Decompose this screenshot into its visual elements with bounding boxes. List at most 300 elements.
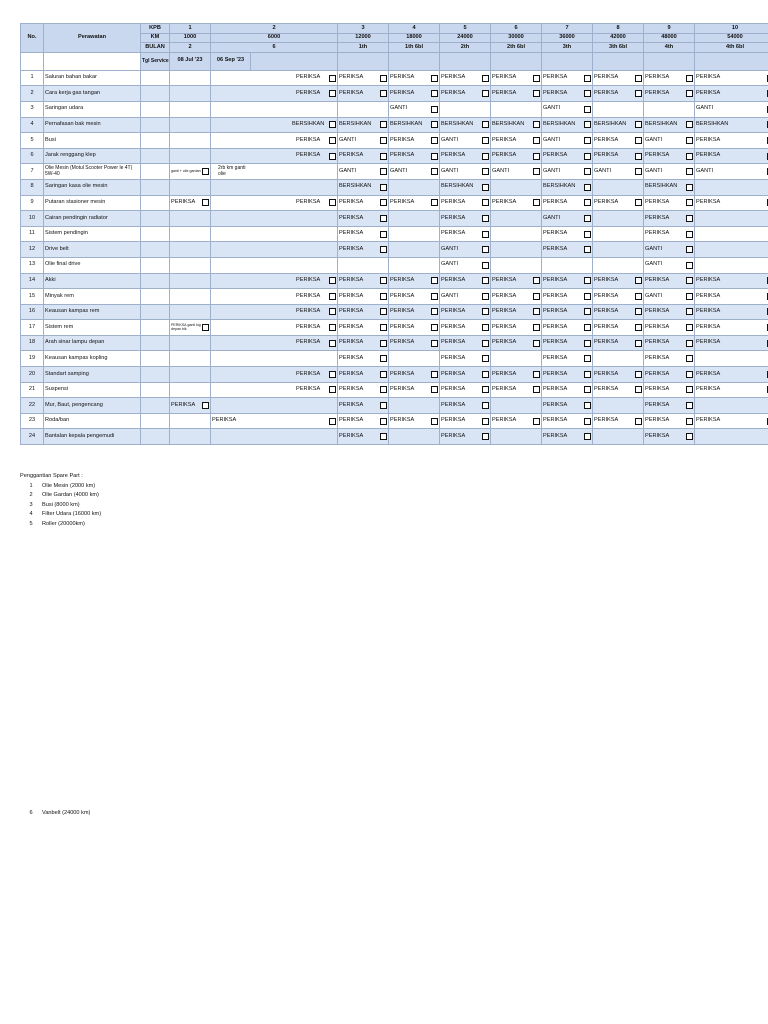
- checkbox[interactable]: [584, 308, 591, 315]
- cell-kpb-5[interactable]: [440, 257, 491, 273]
- cell-kpb-5[interactable]: [440, 367, 491, 383]
- checkbox[interactable]: [533, 199, 540, 206]
- cell-kpb-7[interactable]: [542, 398, 593, 414]
- cell-kpb-7[interactable]: [542, 320, 593, 336]
- cell-kpb-2[interactable]: [211, 70, 338, 86]
- cell-kpb-7[interactable]: [542, 195, 593, 211]
- checkbox[interactable]: [533, 418, 540, 425]
- cell-kpb-5[interactable]: [440, 382, 491, 398]
- cell-kpb-7[interactable]: [542, 367, 593, 383]
- checkbox[interactable]: [329, 324, 336, 331]
- cell-kpb-10[interactable]: [695, 367, 768, 383]
- checkbox[interactable]: [431, 75, 438, 82]
- checkbox[interactable]: [380, 168, 387, 175]
- checkbox[interactable]: [380, 75, 387, 82]
- checkbox[interactable]: [686, 293, 693, 300]
- cell-kpb-10[interactable]: [695, 429, 768, 445]
- cell-kpb-5[interactable]: [440, 133, 491, 149]
- checkbox[interactable]: [482, 324, 489, 331]
- cell-kpb-2[interactable]: [211, 133, 338, 149]
- checkbox[interactable]: [533, 371, 540, 378]
- cell-kpb-4[interactable]: [389, 382, 440, 398]
- cell-kpb-8[interactable]: [593, 304, 644, 320]
- cell-kpb-5[interactable]: [440, 179, 491, 195]
- cell-kpb-5[interactable]: [440, 335, 491, 351]
- cell-kpb-8[interactable]: [593, 351, 644, 367]
- checkbox[interactable]: [380, 433, 387, 440]
- cell-kpb-6[interactable]: [491, 242, 542, 258]
- checkbox[interactable]: [482, 308, 489, 315]
- checkbox[interactable]: [533, 137, 540, 144]
- checkbox[interactable]: [635, 75, 642, 82]
- cell-kpb-7[interactable]: [542, 117, 593, 133]
- cell-kpb-5[interactable]: [440, 398, 491, 414]
- cell-kpb-2[interactable]: [211, 179, 338, 195]
- checkbox[interactable]: [686, 340, 693, 347]
- cell-kpb-1[interactable]: [170, 195, 211, 211]
- cell-kpb-6[interactable]: [491, 117, 542, 133]
- cell-kpb-5[interactable]: [440, 304, 491, 320]
- checkbox[interactable]: [380, 121, 387, 128]
- cell-kpb-3[interactable]: [338, 101, 389, 117]
- cell-kpb-4[interactable]: [389, 195, 440, 211]
- cell-kpb-8[interactable]: [593, 195, 644, 211]
- checkbox[interactable]: [686, 215, 693, 222]
- cell-kpb-5[interactable]: [440, 320, 491, 336]
- cell-kpb-6[interactable]: [491, 398, 542, 414]
- checkbox[interactable]: [584, 277, 591, 284]
- checkbox[interactable]: [584, 121, 591, 128]
- checkbox[interactable]: [584, 402, 591, 409]
- checkbox[interactable]: [533, 386, 540, 393]
- cell-kpb-9[interactable]: [644, 398, 695, 414]
- cell-kpb-7[interactable]: [542, 413, 593, 429]
- cell-kpb-7[interactable]: [542, 164, 593, 180]
- cell-kpb-1[interactable]: [170, 117, 211, 133]
- cell-kpb-1[interactable]: [170, 335, 211, 351]
- cell-kpb-8[interactable]: [593, 273, 644, 289]
- tgl-service-7[interactable]: [542, 52, 593, 70]
- checkbox[interactable]: [635, 168, 642, 175]
- checkbox[interactable]: [482, 386, 489, 393]
- cell-kpb-3[interactable]: [338, 335, 389, 351]
- checkbox[interactable]: [482, 231, 489, 238]
- checkbox[interactable]: [431, 418, 438, 425]
- checkbox[interactable]: [482, 246, 489, 253]
- checkbox[interactable]: [533, 293, 540, 300]
- checkbox[interactable]: [533, 340, 540, 347]
- cell-kpb-8[interactable]: [593, 211, 644, 227]
- checkbox[interactable]: [380, 184, 387, 191]
- cell-kpb-4[interactable]: [389, 304, 440, 320]
- cell-kpb-1[interactable]: [170, 211, 211, 227]
- cell-kpb-6[interactable]: [491, 226, 542, 242]
- cell-kpb-6[interactable]: [491, 257, 542, 273]
- checkbox[interactable]: [584, 433, 591, 440]
- checkbox[interactable]: [482, 433, 489, 440]
- cell-kpb-7[interactable]: [542, 179, 593, 195]
- checkbox[interactable]: [635, 137, 642, 144]
- cell-kpb-3[interactable]: [338, 117, 389, 133]
- cell-kpb-10[interactable]: [695, 101, 768, 117]
- cell-kpb-9[interactable]: [644, 148, 695, 164]
- cell-kpb-3[interactable]: [338, 273, 389, 289]
- cell-kpb-6[interactable]: [491, 367, 542, 383]
- cell-kpb-3[interactable]: [338, 304, 389, 320]
- checkbox[interactable]: [329, 371, 336, 378]
- checkbox[interactable]: [635, 340, 642, 347]
- checkbox[interactable]: [584, 371, 591, 378]
- checkbox[interactable]: [584, 199, 591, 206]
- checkbox[interactable]: [686, 153, 693, 160]
- checkbox[interactable]: [533, 121, 540, 128]
- cell-kpb-8[interactable]: [593, 101, 644, 117]
- checkbox[interactable]: [431, 121, 438, 128]
- cell-kpb-2[interactable]: [211, 257, 338, 273]
- cell-kpb-8[interactable]: [593, 86, 644, 102]
- cell-kpb-4[interactable]: [389, 289, 440, 305]
- checkbox[interactable]: [380, 402, 387, 409]
- checkbox[interactable]: [329, 386, 336, 393]
- cell-kpb-8[interactable]: [593, 242, 644, 258]
- checkbox[interactable]: [431, 371, 438, 378]
- cell-kpb-10[interactable]: [695, 226, 768, 242]
- cell-kpb-6[interactable]: [491, 70, 542, 86]
- cell-kpb-9[interactable]: [644, 70, 695, 86]
- cell-kpb-3[interactable]: [338, 398, 389, 414]
- cell-kpb-10[interactable]: [695, 413, 768, 429]
- checkbox[interactable]: [380, 386, 387, 393]
- cell-kpb-2[interactable]: [211, 117, 338, 133]
- cell-kpb-4[interactable]: [389, 242, 440, 258]
- cell-kpb-2[interactable]: [211, 382, 338, 398]
- checkbox[interactable]: [635, 90, 642, 97]
- checkbox[interactable]: [431, 293, 438, 300]
- cell-kpb-9[interactable]: [644, 117, 695, 133]
- cell-kpb-1[interactable]: [170, 289, 211, 305]
- cell-kpb-5[interactable]: [440, 195, 491, 211]
- cell-kpb-5[interactable]: [440, 242, 491, 258]
- checkbox[interactable]: [686, 168, 693, 175]
- cell-kpb-10[interactable]: [695, 351, 768, 367]
- checkbox[interactable]: [584, 215, 591, 222]
- checkbox[interactable]: [431, 277, 438, 284]
- checkbox[interactable]: [431, 308, 438, 315]
- checkbox[interactable]: [584, 246, 591, 253]
- cell-kpb-1[interactable]: [170, 382, 211, 398]
- cell-kpb-5[interactable]: [440, 429, 491, 445]
- tgl-service-1[interactable]: 08 Jul '23: [170, 52, 211, 70]
- cell-kpb-6[interactable]: [491, 86, 542, 102]
- cell-kpb-4[interactable]: [389, 367, 440, 383]
- cell-kpb-6[interactable]: [491, 320, 542, 336]
- cell-kpb-5[interactable]: [440, 273, 491, 289]
- cell-kpb-4[interactable]: [389, 226, 440, 242]
- cell-kpb-10[interactable]: [695, 70, 768, 86]
- checkbox[interactable]: [380, 308, 387, 315]
- checkbox[interactable]: [686, 371, 693, 378]
- checkbox[interactable]: [584, 340, 591, 347]
- cell-kpb-2[interactable]: [211, 86, 338, 102]
- checkbox[interactable]: [431, 168, 438, 175]
- checkbox[interactable]: [380, 371, 387, 378]
- cell-kpb-8[interactable]: [593, 226, 644, 242]
- cell-kpb-8[interactable]: [593, 70, 644, 86]
- cell-kpb-2[interactable]: [211, 242, 338, 258]
- cell-kpb-2[interactable]: [211, 226, 338, 242]
- cell-kpb-7[interactable]: [542, 335, 593, 351]
- checkbox[interactable]: [533, 168, 540, 175]
- cell-kpb-3[interactable]: [338, 133, 389, 149]
- cell-kpb-10[interactable]: [695, 335, 768, 351]
- cell-kpb-1[interactable]: [170, 179, 211, 195]
- checkbox[interactable]: [380, 293, 387, 300]
- cell-kpb-8[interactable]: [593, 413, 644, 429]
- cell-kpb-6[interactable]: [491, 429, 542, 445]
- checkbox[interactable]: [482, 293, 489, 300]
- cell-kpb-8[interactable]: [593, 398, 644, 414]
- checkbox[interactable]: [329, 340, 336, 347]
- checkbox[interactable]: [533, 90, 540, 97]
- checkbox[interactable]: [584, 386, 591, 393]
- cell-kpb-7[interactable]: [542, 382, 593, 398]
- checkbox[interactable]: [380, 199, 387, 206]
- cell-kpb-9[interactable]: [644, 133, 695, 149]
- checkbox[interactable]: [584, 106, 591, 113]
- cell-kpb-10[interactable]: [695, 211, 768, 227]
- cell-kpb-4[interactable]: [389, 398, 440, 414]
- cell-kpb-8[interactable]: [593, 133, 644, 149]
- cell-kpb-6[interactable]: [491, 133, 542, 149]
- cell-kpb-4[interactable]: [389, 273, 440, 289]
- cell-kpb-1[interactable]: [170, 367, 211, 383]
- cell-kpb-3[interactable]: [338, 367, 389, 383]
- tgl-service-8[interactable]: [593, 52, 644, 70]
- cell-kpb-4[interactable]: [389, 335, 440, 351]
- checkbox[interactable]: [686, 246, 693, 253]
- checkbox[interactable]: [686, 418, 693, 425]
- cell-kpb-5[interactable]: [440, 101, 491, 117]
- cell-kpb-8[interactable]: [593, 148, 644, 164]
- checkbox[interactable]: [329, 277, 336, 284]
- checkbox[interactable]: [329, 199, 336, 206]
- cell-kpb-1[interactable]: [170, 101, 211, 117]
- cell-kpb-1[interactable]: [170, 304, 211, 320]
- cell-kpb-1[interactable]: [170, 351, 211, 367]
- cell-kpb-10[interactable]: [695, 148, 768, 164]
- checkbox[interactable]: [380, 153, 387, 160]
- checkbox[interactable]: [482, 75, 489, 82]
- cell-kpb-10[interactable]: [695, 164, 768, 180]
- cell-kpb-2[interactable]: [211, 429, 338, 445]
- checkbox[interactable]: [686, 386, 693, 393]
- cell-kpb-6[interactable]: [491, 148, 542, 164]
- cell-kpb-4[interactable]: [389, 117, 440, 133]
- checkbox[interactable]: [482, 199, 489, 206]
- cell-kpb-5[interactable]: [440, 289, 491, 305]
- cell-kpb-5[interactable]: [440, 351, 491, 367]
- cell-kpb-7[interactable]: [542, 273, 593, 289]
- cell-kpb-4[interactable]: [389, 320, 440, 336]
- checkbox[interactable]: [584, 137, 591, 144]
- cell-kpb-4[interactable]: [389, 429, 440, 445]
- cell-kpb-8[interactable]: [593, 289, 644, 305]
- tgl-service-6[interactable]: [491, 52, 542, 70]
- checkbox[interactable]: [686, 324, 693, 331]
- checkbox[interactable]: [202, 199, 209, 206]
- checkbox[interactable]: [202, 402, 209, 409]
- checkbox[interactable]: [431, 324, 438, 331]
- cell-kpb-9[interactable]: [644, 351, 695, 367]
- cell-kpb-3[interactable]: [338, 320, 389, 336]
- cell-kpb-2[interactable]: [211, 289, 338, 305]
- cell-kpb-9[interactable]: [644, 304, 695, 320]
- cell-kpb-8[interactable]: [593, 320, 644, 336]
- checkbox[interactable]: [329, 121, 336, 128]
- checkbox[interactable]: [686, 137, 693, 144]
- checkbox[interactable]: [329, 293, 336, 300]
- cell-kpb-5[interactable]: [440, 86, 491, 102]
- cell-kpb-7[interactable]: [542, 211, 593, 227]
- cell-kpb-4[interactable]: [389, 133, 440, 149]
- cell-kpb-2[interactable]: [211, 335, 338, 351]
- checkbox[interactable]: [482, 168, 489, 175]
- cell-kpb-9[interactable]: [644, 320, 695, 336]
- cell-kpb-4[interactable]: [389, 351, 440, 367]
- checkbox[interactable]: [380, 246, 387, 253]
- cell-kpb-9[interactable]: [644, 101, 695, 117]
- cell-kpb-1[interactable]: [170, 429, 211, 445]
- cell-kpb-9[interactable]: [644, 367, 695, 383]
- checkbox[interactable]: [635, 293, 642, 300]
- cell-kpb-8[interactable]: [593, 117, 644, 133]
- cell-kpb-5[interactable]: [440, 164, 491, 180]
- cell-kpb-10[interactable]: [695, 117, 768, 133]
- cell-kpb-1[interactable]: [170, 273, 211, 289]
- cell-kpb-3[interactable]: [338, 148, 389, 164]
- cell-kpb-9[interactable]: [644, 382, 695, 398]
- cell-kpb-6[interactable]: [491, 273, 542, 289]
- cell-kpb-4[interactable]: [389, 148, 440, 164]
- cell-kpb-4[interactable]: [389, 179, 440, 195]
- checkbox[interactable]: [482, 137, 489, 144]
- checkbox[interactable]: [635, 153, 642, 160]
- checkbox[interactable]: [584, 75, 591, 82]
- cell-kpb-7[interactable]: [542, 226, 593, 242]
- cell-kpb-2[interactable]: [211, 195, 338, 211]
- checkbox[interactable]: [635, 386, 642, 393]
- checkbox[interactable]: [482, 277, 489, 284]
- cell-kpb-4[interactable]: [389, 211, 440, 227]
- cell-kpb-10[interactable]: [695, 86, 768, 102]
- cell-kpb-9[interactable]: [644, 257, 695, 273]
- cell-kpb-6[interactable]: [491, 382, 542, 398]
- cell-kpb-10[interactable]: [695, 320, 768, 336]
- cell-kpb-9[interactable]: [644, 86, 695, 102]
- checkbox[interactable]: [380, 277, 387, 284]
- cell-kpb-3[interactable]: [338, 179, 389, 195]
- checkbox[interactable]: [584, 293, 591, 300]
- cell-kpb-9[interactable]: [644, 289, 695, 305]
- cell-kpb-9[interactable]: [644, 273, 695, 289]
- checkbox[interactable]: [635, 277, 642, 284]
- checkbox[interactable]: [635, 121, 642, 128]
- tgl-service-3[interactable]: [338, 52, 389, 70]
- checkbox[interactable]: [686, 355, 693, 362]
- cell-kpb-1[interactable]: [170, 226, 211, 242]
- checkbox[interactable]: [533, 324, 540, 331]
- checkbox[interactable]: [686, 262, 693, 269]
- cell-kpb-8[interactable]: [593, 179, 644, 195]
- tgl-service-10[interactable]: [695, 52, 768, 70]
- cell-kpb-6[interactable]: [491, 101, 542, 117]
- cell-kpb-7[interactable]: [542, 257, 593, 273]
- cell-kpb-8[interactable]: [593, 429, 644, 445]
- cell-kpb-4[interactable]: [389, 86, 440, 102]
- cell-kpb-1[interactable]: [170, 164, 211, 180]
- checkbox[interactable]: [686, 402, 693, 409]
- checkbox[interactable]: [202, 324, 209, 331]
- cell-kpb-9[interactable]: [644, 195, 695, 211]
- cell-kpb-9[interactable]: [644, 242, 695, 258]
- cell-kpb-10[interactable]: [695, 195, 768, 211]
- checkbox[interactable]: [686, 277, 693, 284]
- checkbox[interactable]: [482, 153, 489, 160]
- cell-kpb-3[interactable]: [338, 86, 389, 102]
- cell-kpb-9[interactable]: [644, 413, 695, 429]
- checkbox[interactable]: [584, 153, 591, 160]
- checkbox[interactable]: [482, 215, 489, 222]
- cell-kpb-7[interactable]: [542, 148, 593, 164]
- cell-kpb-1[interactable]: [170, 257, 211, 273]
- checkbox[interactable]: [329, 153, 336, 160]
- cell-kpb-10[interactable]: [695, 273, 768, 289]
- checkbox[interactable]: [533, 75, 540, 82]
- cell-kpb-2[interactable]: [211, 304, 338, 320]
- cell-kpb-9[interactable]: [644, 335, 695, 351]
- cell-kpb-8[interactable]: [593, 382, 644, 398]
- checkbox[interactable]: [686, 433, 693, 440]
- checkbox[interactable]: [431, 153, 438, 160]
- cell-kpb-3[interactable]: [338, 257, 389, 273]
- checkbox[interactable]: [431, 340, 438, 347]
- cell-kpb-2[interactable]: [211, 211, 338, 227]
- checkbox[interactable]: [584, 184, 591, 191]
- cell-kpb-10[interactable]: [695, 304, 768, 320]
- tgl-service-2[interactable]: 06 Sep '23: [211, 52, 251, 70]
- cell-kpb-1[interactable]: [170, 86, 211, 102]
- cell-kpb-6[interactable]: [491, 413, 542, 429]
- checkbox[interactable]: [533, 277, 540, 284]
- cell-kpb-1[interactable]: [170, 148, 211, 164]
- checkbox[interactable]: [635, 199, 642, 206]
- cell-kpb-3[interactable]: [338, 382, 389, 398]
- cell-kpb-4[interactable]: [389, 257, 440, 273]
- cell-kpb-7[interactable]: [542, 429, 593, 445]
- cell-kpb-6[interactable]: [491, 289, 542, 305]
- checkbox[interactable]: [584, 418, 591, 425]
- checkbox[interactable]: [533, 308, 540, 315]
- cell-kpb-2[interactable]: [211, 413, 338, 429]
- cell-kpb-6[interactable]: [491, 164, 542, 180]
- cell-kpb-9[interactable]: [644, 226, 695, 242]
- checkbox[interactable]: [380, 137, 387, 144]
- checkbox[interactable]: [635, 418, 642, 425]
- tgl-service-9[interactable]: [644, 52, 695, 70]
- cell-kpb-5[interactable]: [440, 226, 491, 242]
- cell-kpb-6[interactable]: [491, 351, 542, 367]
- cell-kpb-3[interactable]: [338, 242, 389, 258]
